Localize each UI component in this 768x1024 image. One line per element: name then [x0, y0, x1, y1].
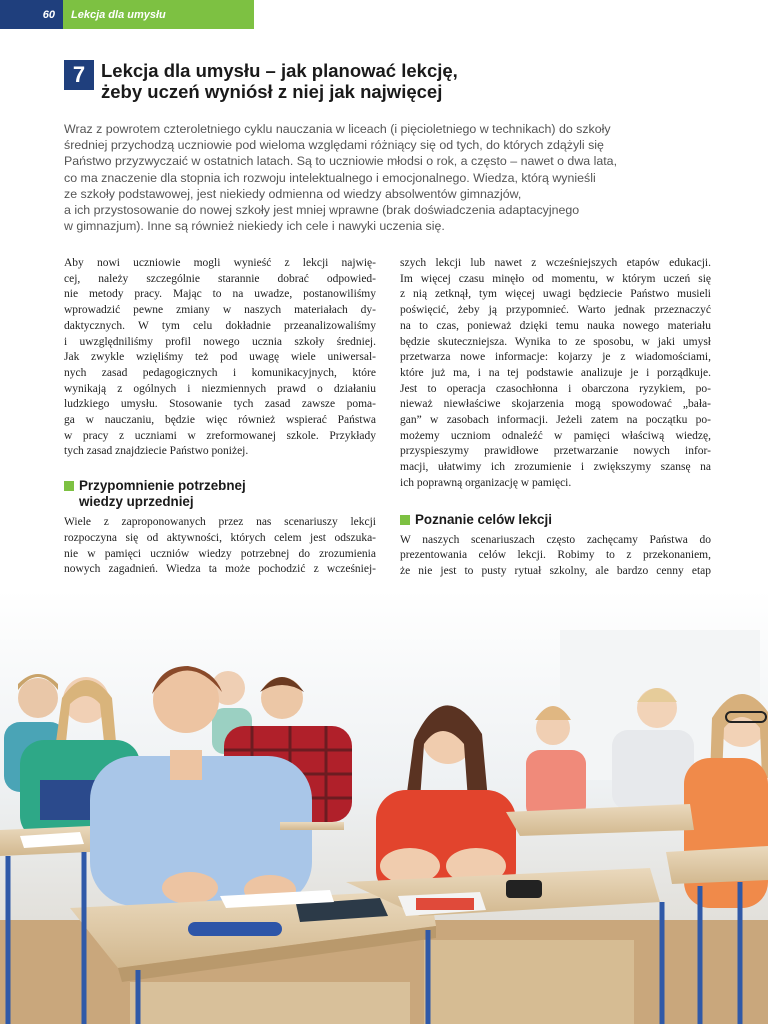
body-line: Im więcej czasu minęło od momentu, w którym uczeń się: [400, 272, 711, 285]
body-paragraph: [64, 515, 376, 578]
chapter-title-line: żeby uczeń wyniósł z niej jak najwięcej: [101, 81, 443, 102]
body-line: ludzkiego umysłu. Stosowanie tych zasad zawsze poma-: [64, 398, 376, 411]
body-line: nieważ niewłaściwe skojarzenia mogą spowodować „bała-: [400, 398, 711, 411]
body-line: wprowadzić pewne zmiany w naszych materiałach dy-: [64, 304, 376, 317]
body-line: cej, należy szczególnie starannie dobrać odpowied-: [64, 272, 376, 285]
section-heading-line: Przypomnienie potrzebnej: [79, 478, 246, 494]
body-line: w pracy z uczniami w zreformowanej szkole. Przykłady: [64, 429, 376, 442]
body-line: rozpoczyna się od aktywności, których celem jest odszuka-: [64, 531, 376, 544]
right-column: [400, 256, 711, 580]
green-square-bullet: [64, 481, 74, 491]
body-line: ga w nauczaniu, będzie więc również wspierać Państwa: [64, 414, 376, 427]
body-line: możemy uczniom odnaleźć w pamięci właściwą wiedzę,: [400, 429, 711, 442]
body-line: z nią zetknął, tym więcej uwagi będziecie Państwo musieli: [400, 288, 711, 301]
running-title: Lekcja dla umysłu: [63, 0, 254, 29]
left-column: [64, 256, 376, 578]
body-line: przyspieszymy prawidłowe przetwarzanie nowych infor-: [400, 445, 711, 458]
section-heading-line: wiedzy uprzedniej: [79, 494, 194, 510]
body-line: ich poprawną organizację w pamięci.: [400, 476, 572, 489]
lead-line: w gimnazjum). Inne są również niekiedy ich cele i nawyki uczenia się.: [64, 219, 445, 234]
chapter-title: [101, 60, 541, 102]
body-line: W naszych scenariuszach często zachęcamy Państwa do: [400, 533, 711, 546]
body-line: daktycznych. W tym celu dokładnie przeanalizowaliśmy: [64, 319, 376, 332]
body-line: tych zasad znajdziecie Państwo poniżej.: [64, 445, 249, 458]
body-line: Aby nowi uczniowie mogli wynieść z lekcji najwię-: [64, 257, 376, 269]
classroom-photo: [0, 590, 768, 1024]
body-line: Jest to operacja czasochłonna i obarczona ryzykiem, po-: [400, 382, 711, 395]
body-paragraph: [64, 256, 376, 460]
body-line: będzie skuteczniejsza. Wynika to ze sposobu, w jaki umysł: [400, 335, 711, 348]
section-heading: [400, 512, 711, 528]
lead-line: ze szkoły podstawowej, jest niekiedy odmienna od wiedzy absolwentów gimnazjów,: [64, 186, 522, 201]
lead-line: co ma znaczenie dla stopnia ich rozwoju intelektualnego i emocjonalnego. Wiedza, którą wynieśli: [64, 170, 596, 185]
body-line: poświęcić, żeby ją przypomnieć. Warto jednak przeznaczyć: [400, 304, 711, 317]
body-line: Wiele z zaproponowanych przez nas scenariuszy lekcji: [64, 516, 376, 529]
body-paragraph: [400, 533, 711, 580]
body-line: nych zasad pedagogicznych i komunikacyjnych, które: [64, 366, 376, 379]
body-line: macji, ułatwimy ich zrozumienie i zwiększymy szansę na: [400, 461, 711, 474]
body-line: gan” w zasobach informacji. Jeżeli zatem na początku po-: [400, 414, 711, 427]
section-heading: [64, 478, 376, 510]
lead-line: a ich przystosowanie do nowej szkoły jest mniej wprawne (brak doświadczenia adaptacyjnego: [64, 203, 580, 218]
section-heading-line: Poznanie celów lekcji: [415, 511, 552, 527]
body-line: wynikają z ogólnych i niezmiennych prawd o działaniu: [64, 382, 376, 395]
page-number: 60: [0, 0, 63, 29]
body-line: które już ma, i na tej podstawie analizuje je i porządkuje.: [400, 366, 711, 379]
body-line: Jak zwykle wzięliśmy też pod uwagę wiele uniwersal-: [64, 351, 376, 364]
lead-paragraph: [64, 121, 636, 234]
body-line: szych lekcji lub nawet z wcześniejszych etapów edukacji.: [400, 257, 711, 269]
green-square-bullet: [400, 515, 410, 525]
body-line: przetwarza nowe informacje: kojarzy je z wiadomościami,: [400, 351, 711, 364]
body-line: nie w pamięci uczniów wiedzy potrzebnej do zrozumienia: [64, 547, 376, 560]
lead-line: średniej przychodzą uczniowie pod wieloma względami różniący się od tych, do których zdążyli się: [64, 138, 604, 153]
body-line: że nie jest to pusty rytuał szkolny, ale bardzo cenny etap: [400, 564, 711, 577]
body-line: nie metody pracy. Mając to na uwadze, postanowiliśmy: [64, 288, 376, 301]
chapter-title-line: Lekcja dla umysłu – jak planować lekcję,: [101, 60, 458, 81]
chapter-number-badge: 7: [64, 60, 94, 90]
body-paragraph: [400, 256, 711, 492]
body-line: prezentowania celów lekcji. Robimy to z przekonaniem,: [400, 549, 711, 562]
header-bar: [0, 0, 254, 29]
body-line: nowych zagadnień. Wiedza ta może pochodzić z wcześniej-: [64, 563, 376, 576]
lead-line: Wraz z powrotem czteroletniego cyklu nauczania w liceach (i pięcioletniego w technikach) do szkoły: [64, 122, 611, 136]
body-line: na to czas, ponieważ dzięki temu nauka nowego materiału: [400, 319, 711, 332]
body-line: i uwzględniliśmy profil nowego ucznia szkoły średniej.: [64, 335, 376, 348]
lead-line: Państwo przyzwyczaić w ostatnich latach. Są to uczniowie młodsi o rok, a często – nawet o dwa lata,: [64, 154, 618, 169]
